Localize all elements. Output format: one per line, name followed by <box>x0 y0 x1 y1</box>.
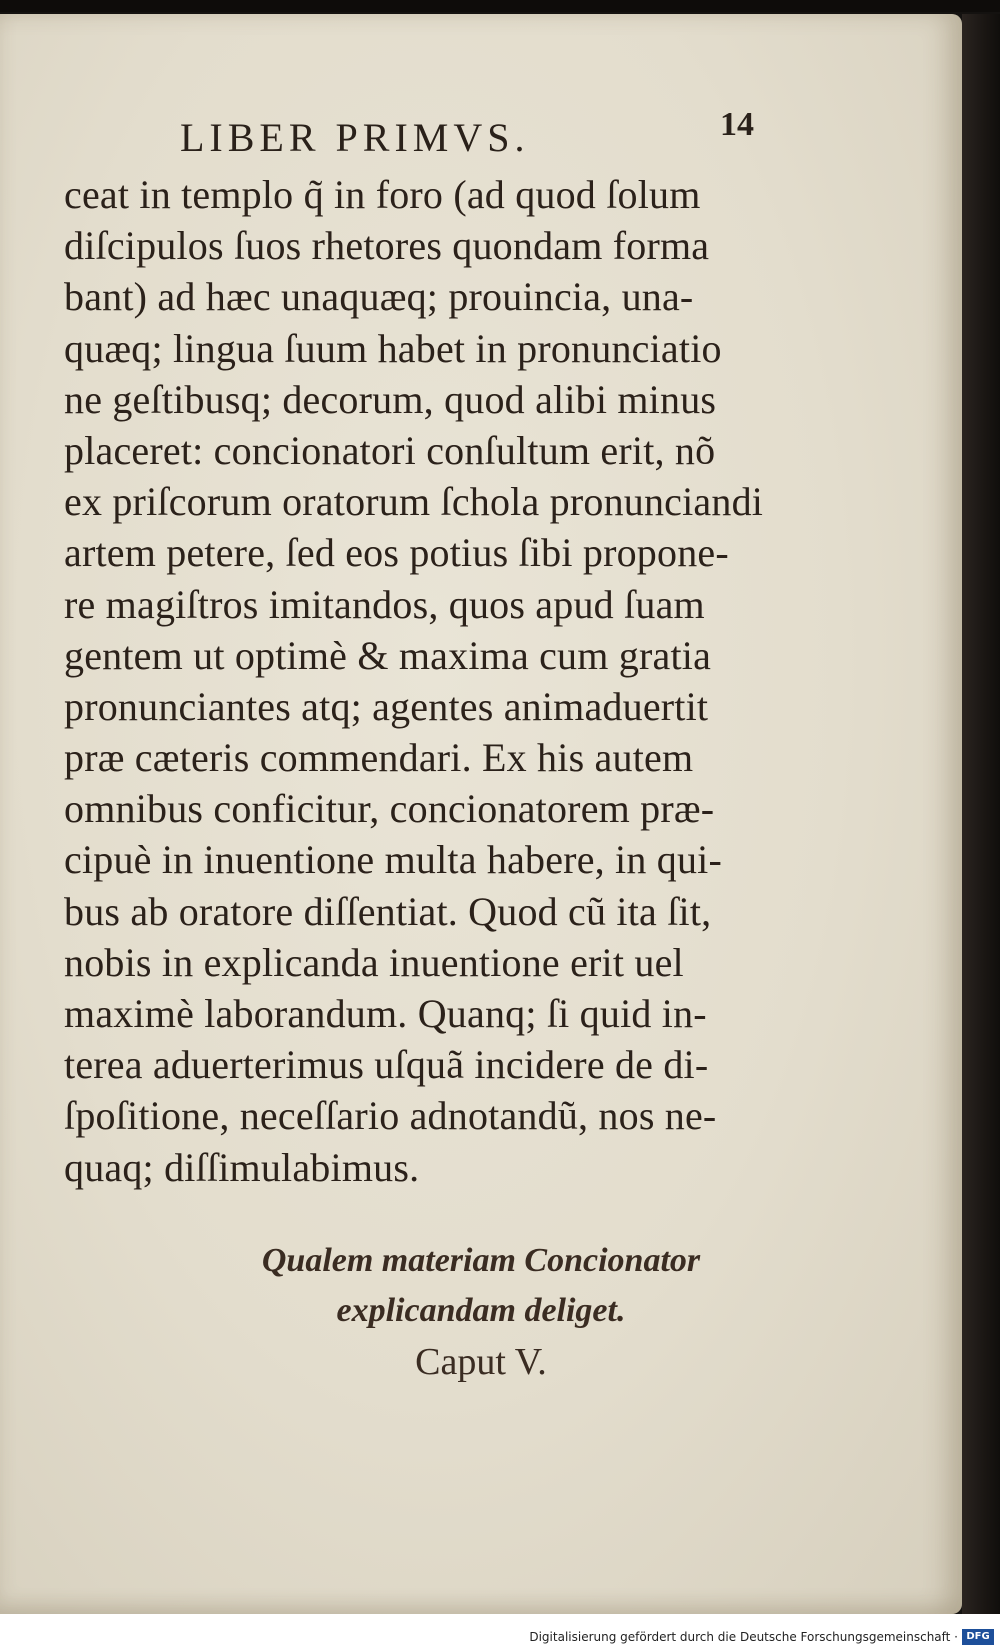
scan-top-edge <box>0 0 1000 12</box>
text-line: placeret: concionatori conſultum erit, nõ <box>64 427 716 473</box>
book-page <box>0 14 962 1614</box>
text-line: ſpoſitione, neceſſario adnotandũ, nos ne- <box>64 1093 717 1139</box>
text-line: maximè laborandum. Quanq; ſi quid in- <box>64 991 707 1036</box>
text-line: præ cæteris commendari. Ex his autem <box>64 735 694 781</box>
body-text <box>64 169 824 1193</box>
dfg-logo: DFG <box>962 1629 994 1645</box>
text-line: diſcipulos ſuos rhetores quondam forma <box>64 223 710 269</box>
text-line: artem petere, ſed eos potius ſibi propone- <box>64 530 729 576</box>
text-line: nobis in explicanda inuentione erit uel <box>64 939 684 985</box>
text-line: cipuè in inuentione multa habere, in qui- <box>64 837 723 883</box>
text-line: quæq; lingua ſuum habet in pronunciatio <box>64 325 722 371</box>
text-line: re magiſtros imitandos, quos apud ſuam <box>64 581 705 627</box>
text-line: bus ab oratore diſſentiat. Quod cũ ita ſit, <box>64 888 712 934</box>
text-line: ceat in templo q̃ in foro (ad quod ſolum <box>64 172 701 217</box>
running-head: LIBER PRIMVS. <box>180 115 530 160</box>
text-line: gentem ut optimè & maxima cum gratia <box>64 632 712 678</box>
text-line: quaq; diſſimulabimus. <box>64 1144 420 1190</box>
text-line: pronunciantes atq; agentes animaduertit <box>64 683 709 729</box>
chapter-number: Caput V. <box>415 1341 547 1383</box>
book-fore-edge <box>962 14 1000 1614</box>
funding-credit: Digitalisierung gefördert durch die Deutsche Forschungsgemeinschaft · <box>529 1630 958 1644</box>
text-line: ex priſcorum oratorum ſchola pronunciandi <box>64 479 764 525</box>
chapter-title-line-2: explicandam deliget. <box>336 1292 626 1329</box>
text-line: bant) ad hæc unaquæq; prouincia, una- <box>64 274 694 320</box>
text-line: terea aduerterimus uſquã incidere de di- <box>64 1042 709 1088</box>
text-line: omnibus conficitur, concionatorem præ- <box>64 786 715 832</box>
text-line: ne geſtibusq; decorum, quod alibi minus <box>64 376 717 422</box>
chapter-title-line-1: Qualem materiam Concionator <box>261 1242 701 1279</box>
page-number: 14 <box>720 106 754 143</box>
